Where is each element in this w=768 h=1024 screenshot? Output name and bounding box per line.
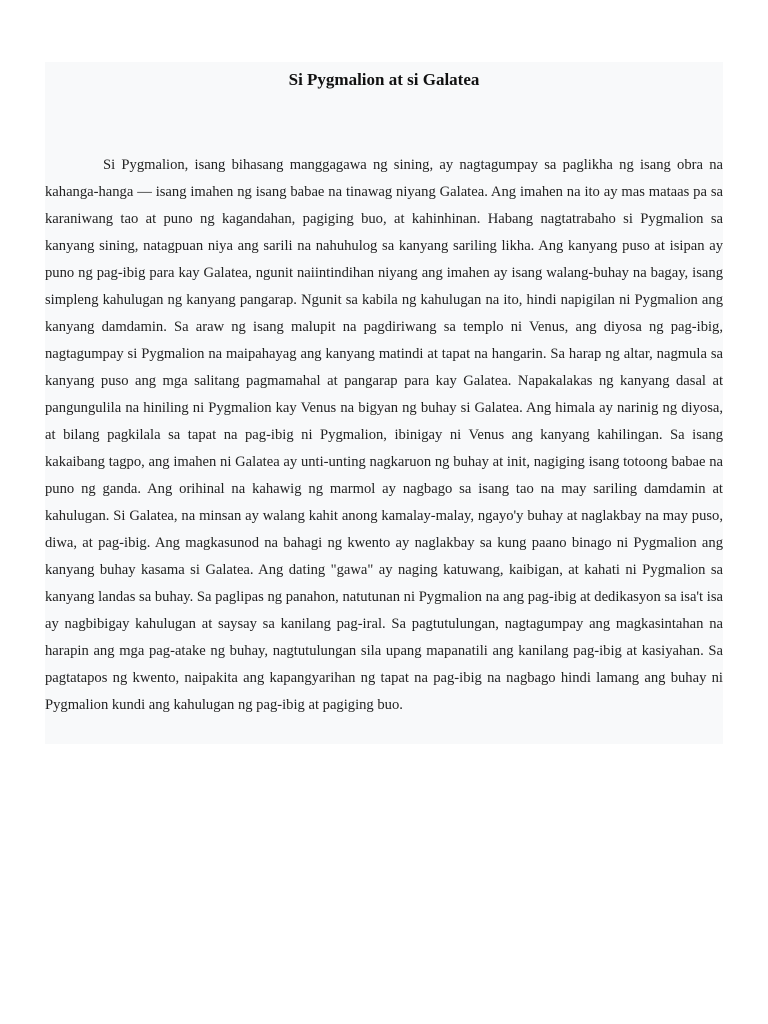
document-title: Si Pygmalion at si Galatea bbox=[288, 70, 480, 89]
body-paragraph: Si Pygmalion, isang bihasang manggagawa ng sining, ay nagtagumpay sa paglikha ng isang obra na kahanga-hanga — isang imahen ng isang babae na tinawag niyang Galatea. Ang imahen na ito ay mas mataas pa sa karaniwang tao at puno ng kagandahan, pagiging buo, at kahinhinan. Habang nagtatrabaho si Pygmalion sa kanyang sining, natagpuan niya ang sarili na nahuhulog sa kanyang sariling likha. Ang kanyang puso at isipan ay puno ng pag-ibig para kay Galatea, ngunit naiintindihan niyang ang imahen ay isang walang-buhay na bagay, isang simpleng kahulugan ng kanyang pangarap. Ngunit sa kabila ng kahulugan na ito, hindi napigilan ni Pygmalion ang kanyang damdamin. Sa araw ng isang malupit na pagdiriwang sa templo ni Venus, ang diyosa ng pag-ibig, nagtagumpay si Pygmalion na maipahayag ang kanyang matindi at tapat na hangarin. Sa harap ng altar, nagmula sa kanyang puso ang mga salitang pagmamahal at pangarap para kay Galatea. Napakalakas ng kanyang dasal at pangungulila na hiniling ni Pygmalion kay Venus na bigyan ng buhay si Galatea. Ang himala ay narinig ng diyosa, at bilang pagkilala sa tapat na pag-ibig ni Pygmalion, ibinigay ni Venus ang kanyang kahilingan. Sa isang kakaibang tagpo, ang imahen ni Galatea ay unti-unting nagkaruon ng buhay at init, nagiging isang totoong babae na puno ng ganda. Ang orihinal na kahawig ng marmol ay nagbago sa isang tao na may sariling damdamin at kahulugan. Si Galatea, na minsan ay walang kahit anong kamalay-malay, ngayo'y buhay at naglakbay na may puso, diwa, at pag-ibig. Ang magkasunod na bahagi ng kwento ay naglakbay sa kung paano binago ni Pygmalion ang kanyang buhay kasama si Galatea. Ang dating "gawa" ay naging katuwang, kaibigan, at kahati ni Pygmalion sa kanyang landas sa buhay. Sa paglipas ng panahon, natutunan ni Pygmalion na ang pag-ibig at dedikasyon sa isa't isa ay nagbibigay kahulugan at saysay sa kanilang pag-iral. Sa pagtutulungan, nagtagumpay ang magkasintahan na harapin ang mga pag-atake ng buhay, nagtutulungan sila upang mapanatili ang kanilang pag-ibig at kasiyahan. Sa pagtatapos ng kwento, naipakita ang kapangyarihan ng tapat na pag-ibig na nagbago hindi lamang ang buhay ni Pygmalion kundi ang kahulugan ng pag-ibig at pagiging buo. bbox=[45, 157, 723, 713]
document-page bbox=[45, 62, 723, 744]
